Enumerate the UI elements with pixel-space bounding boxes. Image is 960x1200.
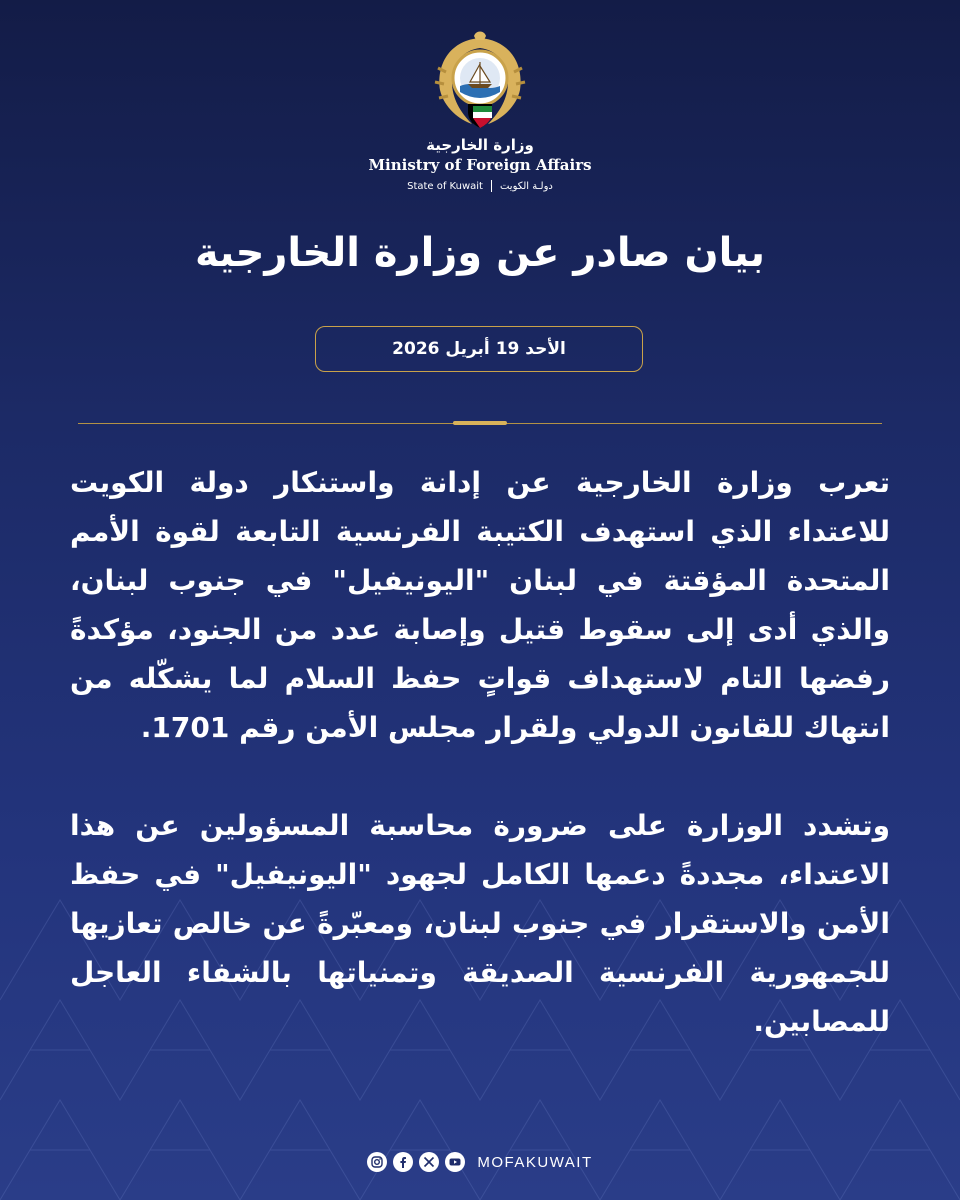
state-separator xyxy=(491,180,492,192)
social-footer xyxy=(0,1152,960,1172)
facebook-icon[interactable] xyxy=(393,1152,413,1172)
youtube-icon[interactable] xyxy=(445,1152,465,1172)
divider-accent xyxy=(453,421,507,425)
ministry-logo xyxy=(0,28,960,192)
x-icon[interactable] xyxy=(419,1152,439,1172)
ministry-name-english: Ministry of Foreign Affairs xyxy=(368,156,592,174)
ministry-name-arabic: وزارة الخارجية xyxy=(426,136,534,154)
statement-paragraph-2: وتشدد الوزارة على ضرورة محاسبة المسؤولين عن هذا الاعتداء، مجددةً دعمها الكامل لجهود "اليونيفيل" في حفظ الأمن والاستقرار في جنوب لبنان، ومعبّرةً عن خالص تعازيها للجمهورية الفرنسية الصديقة وتمنياتها بالشفاء العاجل للمصابين. xyxy=(70,809,890,1038)
state-line xyxy=(0,180,960,192)
date-badge xyxy=(315,326,643,372)
social-handle[interactable]: MOFAKUWAIT xyxy=(477,1153,593,1171)
kuwait-emblem-icon xyxy=(430,28,530,132)
state-name-arabic: دولـة الكويت xyxy=(499,180,553,192)
statement-paragraph-1: تعرب وزارة الخارجية عن إدانة واستنكار دولة الكويت للاعتداء الذي استهدف الكتيبة الفرنسية التابعة لقوة الأمم المتحدة المؤقتة في لبنان "اليونيفيل" في جنوب لبنان، والذي أدى إلى سقوط قتيل وإصابة عدد من الجنود، مؤكدةً رفضها التام لاستهداف قواتٍ حفظ السلام لما يشكّله من انتهاك للقانون الدولي ولقرار مجلس الأمن رقم 1701. xyxy=(70,466,890,744)
instagram-icon[interactable] xyxy=(367,1152,387,1172)
state-name-english: State of Kuwait xyxy=(407,180,483,192)
statement-title: بيان صادر عن وزارة الخارجية xyxy=(194,230,766,276)
statement-date: الأحد 19 أبريل 2026 xyxy=(392,339,566,359)
statement-body xyxy=(70,458,890,1046)
